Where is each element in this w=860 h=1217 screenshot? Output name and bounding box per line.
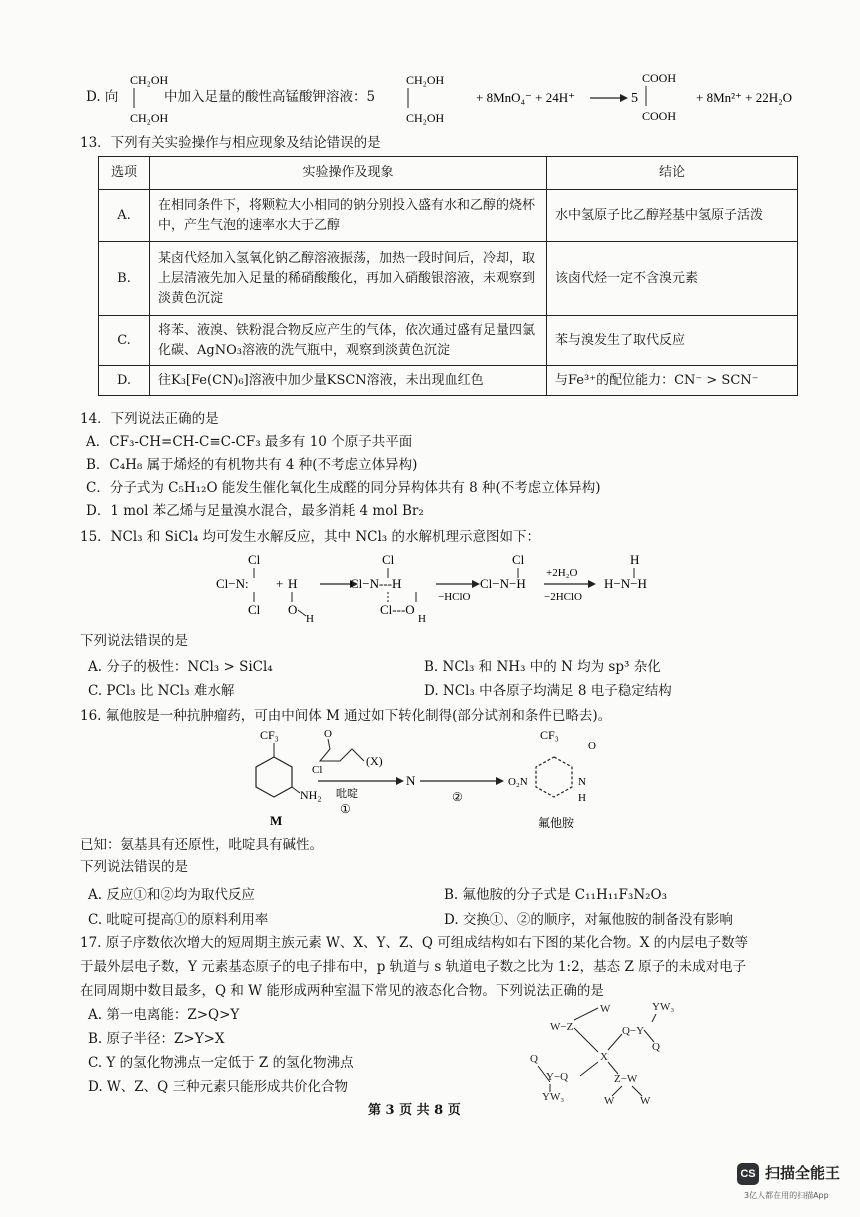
svg-text:Z−W: Z−W [614, 1073, 638, 1085]
svg-text:Q−Y: Q−Y [622, 1025, 645, 1037]
oxalic-top: COOH [642, 71, 677, 85]
table-row [99, 242, 798, 316]
q16-sub-stem: 下列说法错误的是 [80, 859, 188, 875]
q15-option-b: B. NCl₃ 和 NH₃ 中的 N 均为 sp³ 杂化 [424, 659, 661, 675]
row-action: 往K₃[Fe(CN)₆]溶液中加少量KSCN溶液，未出现血红色 [150, 366, 547, 396]
q14-option-a: A．CF₃-CH=CH-C≡C-CF₃ 最多有 10 个原子共平面 [86, 434, 413, 450]
svg-text:Cl−N---H: Cl−N---H [350, 576, 402, 591]
q16-stem: 16. 氟他胺是一种抗肿瘤药，可由中间体 M 通过如下转化制得(部分试剂和条件已略去)。 [80, 708, 612, 724]
svg-text:W: W [640, 1095, 651, 1107]
svg-text:Cl---O: Cl---O [380, 602, 415, 617]
row-conclusion: 与Fe³⁺的配位能力：CN⁻ > SCN⁻ [547, 366, 798, 396]
q15-option-a: A. 分子的极性：NCl₃ > SiCl₄ [88, 659, 273, 675]
q14-option-d: D．1 mol 苯乙烯与足量溴水混合，最多消耗 4 mol Br₂ [86, 503, 424, 519]
reagent-pyridine: 吡啶 [336, 788, 358, 800]
q12-option-d-prefix: D. 向 [86, 89, 119, 105]
svg-text:Cl−N:: Cl−N: [216, 576, 249, 591]
row-action: 将苯、液溴、铁粉混合物反应产生的气体，依次通过盛有足量四氯化碳、AgNO₃溶液的洗气瓶中，观察到淡黄色沉淀 [150, 316, 547, 366]
row-option: A. [99, 190, 150, 242]
oxalic-bottom: COOH [642, 109, 677, 123]
svg-text:YW₃: YW₃ [652, 1001, 675, 1013]
q16-option-d: D. 交换①、②的顺序，对氟他胺的制备没有影响 [444, 912, 733, 928]
svg-text:CF₃: CF₃ [540, 728, 559, 742]
row-action: 在相同条件下，将颗粒大小相同的钠分别投入盛有水和乙醇的烧杯中，产生气泡的速率水大于乙醇 [150, 190, 547, 242]
svg-text:Q: Q [652, 1041, 660, 1053]
svg-text:CF₃: CF₃ [260, 728, 279, 742]
scanner-app-tagline: 3亿人都在用的扫描App [744, 1191, 829, 1200]
q13-stem: 13．下列有关实验操作与相应现象及结论错误的是 [80, 135, 381, 151]
glycol-product-top: CH₂OH [406, 73, 445, 87]
q17-stem-line3: 在同周期中数目最多，Q 和 W 能形成两种室温下常见的液态化合物。下列说法正确的是 [80, 983, 604, 999]
q15-sub-stem: 下列说法错误的是 [80, 633, 188, 649]
q15-option-c: C. PCl₃ 比 NCl₃ 难水解 [88, 683, 235, 699]
q14-option-c: C．分子式为 C₅H₁₂O 能发生催化氧化生成醛的同分异构体共有 8 种(不考虑立体异构) [86, 480, 601, 496]
arrow-label-add-water: +2H₂O [546, 567, 578, 579]
q15-stem: 15．NCl₃ 和 SiCl₄ 均可发生水解反应，其中 NCl₃ 的水解机理示意图如下： [80, 529, 541, 545]
row-option: D. [99, 366, 150, 396]
svg-text:Cl−N−H: Cl−N−H [480, 576, 526, 591]
header-action: 实验操作及现象 [150, 157, 547, 190]
q16-option-c: C. 吡啶可提高①的原料利用率 [88, 912, 269, 928]
q17-option-b: B. 原子半径：Z>Y>X [88, 1031, 225, 1047]
q17-structure-diagram [528, 1000, 688, 1112]
ethylene-glycol-top: CH₂OH [130, 73, 169, 87]
svg-text:H: H [418, 613, 426, 622]
glycol-product-bottom: CH₂OH [406, 111, 445, 125]
svg-text:W−Z: W−Z [550, 1021, 574, 1033]
row-conclusion: 苯与溴发生了取代反应 [547, 316, 798, 366]
arrow-label-minus-hclo: −2HClO [544, 591, 582, 603]
svg-text:Y−Q: Y−Q [546, 1071, 569, 1083]
row-action: 某卤代烃加入氢氧化钠乙醇溶液振荡，加热一段时间后，冷却，取上层清液先加入足量的稀硝酸酸化，再加入硝酸银溶液，未观察到淡黄色沉淀 [150, 242, 547, 316]
svg-text:W: W [604, 1095, 615, 1107]
row-conclusion: 水中氢原子比乙醇羟基中氢原子活泼 [547, 190, 798, 242]
q17-stem-line2: 于最外层电子数，Y 元素基态原子的电子排布中，p 轨道与 s 轨道电子数之比为 1:2，基态 Z 原子的未成对电子 [80, 959, 747, 975]
coefficient-5: 5 [631, 91, 638, 106]
svg-text:X: X [600, 1051, 608, 1063]
svg-text:H: H [288, 576, 298, 591]
q17-option-a: A. 第一电离能：Z>Q>Y [88, 1007, 240, 1023]
q17-option-c: C. Y 的氢化物沸点一定低于 Z 的氢化物沸点 [88, 1055, 354, 1071]
scanner-app-name: 扫描全能王 [765, 1164, 841, 1182]
row-option: B. [99, 242, 150, 316]
svg-text:H: H [578, 792, 586, 804]
svg-text:+: + [276, 576, 284, 591]
svg-text:Cl: Cl [312, 764, 323, 776]
svg-text:Cl: Cl [248, 602, 261, 617]
label-flutamide: 氟他胺 [538, 816, 575, 830]
svg-text:O: O [324, 728, 332, 740]
ethylene-glycol-bottom: CH₂OH [130, 111, 169, 125]
row-conclusion: 该卤代烃一定不含溴元素 [547, 242, 798, 316]
q15-option-d: D. NCl₃ 中各原子均满足 8 电子稳定结构 [424, 683, 672, 699]
q16-note: 已知：氨基具有还原性，吡啶具有碱性。 [80, 837, 323, 853]
svg-text:O₂N: O₂N [508, 776, 528, 788]
label-x: (X) [366, 754, 383, 768]
scanner-logo-icon: CS [737, 1163, 759, 1185]
svg-text:H: H [630, 552, 640, 567]
svg-text:Cl: Cl [248, 552, 261, 567]
svg-text:W: W [600, 1003, 611, 1015]
header-conclusion: 结论 [547, 157, 798, 190]
page-number: 第 3 页 共 8 页 [368, 1103, 461, 1118]
row-option: C. [99, 316, 150, 366]
q12-option-d-text: 中加入足量的酸性高锰酸钾溶液：5 [164, 89, 376, 105]
svg-text:Cl: Cl [382, 552, 395, 567]
q14-stem: 14．下列说法正确的是 [80, 411, 219, 427]
header-option: 选项 [99, 157, 150, 190]
ncl3-hydrolysis-diagram [210, 550, 690, 622]
svg-text:YW₃: YW₃ [542, 1091, 565, 1103]
svg-text:NH₂: NH₂ [300, 788, 322, 802]
q17-option-d: D. W、Z、Q 三种元素只能形成共价化合物 [88, 1079, 349, 1095]
label-m: M [270, 813, 283, 828]
q17-stem-line1: 17. 原子序数依次增大的短周期主族元素 W、X、Y、Z、Q 可组成结构如右下图的某化合物。X 的内层电子数等 [80, 935, 749, 951]
step-1: ① [340, 802, 351, 816]
flutamide-synthesis-diagram [240, 725, 660, 833]
equation-left-reagents: + 8MnO₄⁻ + 24H⁺ [476, 90, 576, 105]
step-2: ② [452, 790, 463, 804]
svg-text:H−N−H: H−N−H [604, 576, 647, 591]
q16-option-b: B. 氟他胺的分子式是 C₁₁H₁₁F₃N₂O₃ [444, 887, 668, 903]
q14-option-b: B．C₄H₈ 属于烯烃的有机物共有 4 种(不考虑立体异构) [86, 457, 418, 473]
svg-text:O: O [288, 602, 298, 617]
svg-text:Cl: Cl [512, 552, 525, 567]
equation-right-products: + 8Mn²⁺ + 22H₂O [696, 90, 793, 105]
svg-text:Q: Q [530, 1053, 538, 1065]
svg-text:H: H [306, 613, 314, 622]
arrow-label-hclo: −HClO [438, 591, 471, 603]
table-row [99, 316, 798, 366]
svg-text:N: N [578, 776, 586, 788]
table-row [99, 190, 798, 242]
label-n: N [406, 773, 416, 788]
table-header-row [99, 157, 798, 190]
q16-option-a: A. 反应①和②均为取代反应 [88, 887, 255, 903]
q13-table [98, 156, 798, 396]
svg-text:O: O [588, 740, 596, 752]
table-row [99, 366, 798, 396]
